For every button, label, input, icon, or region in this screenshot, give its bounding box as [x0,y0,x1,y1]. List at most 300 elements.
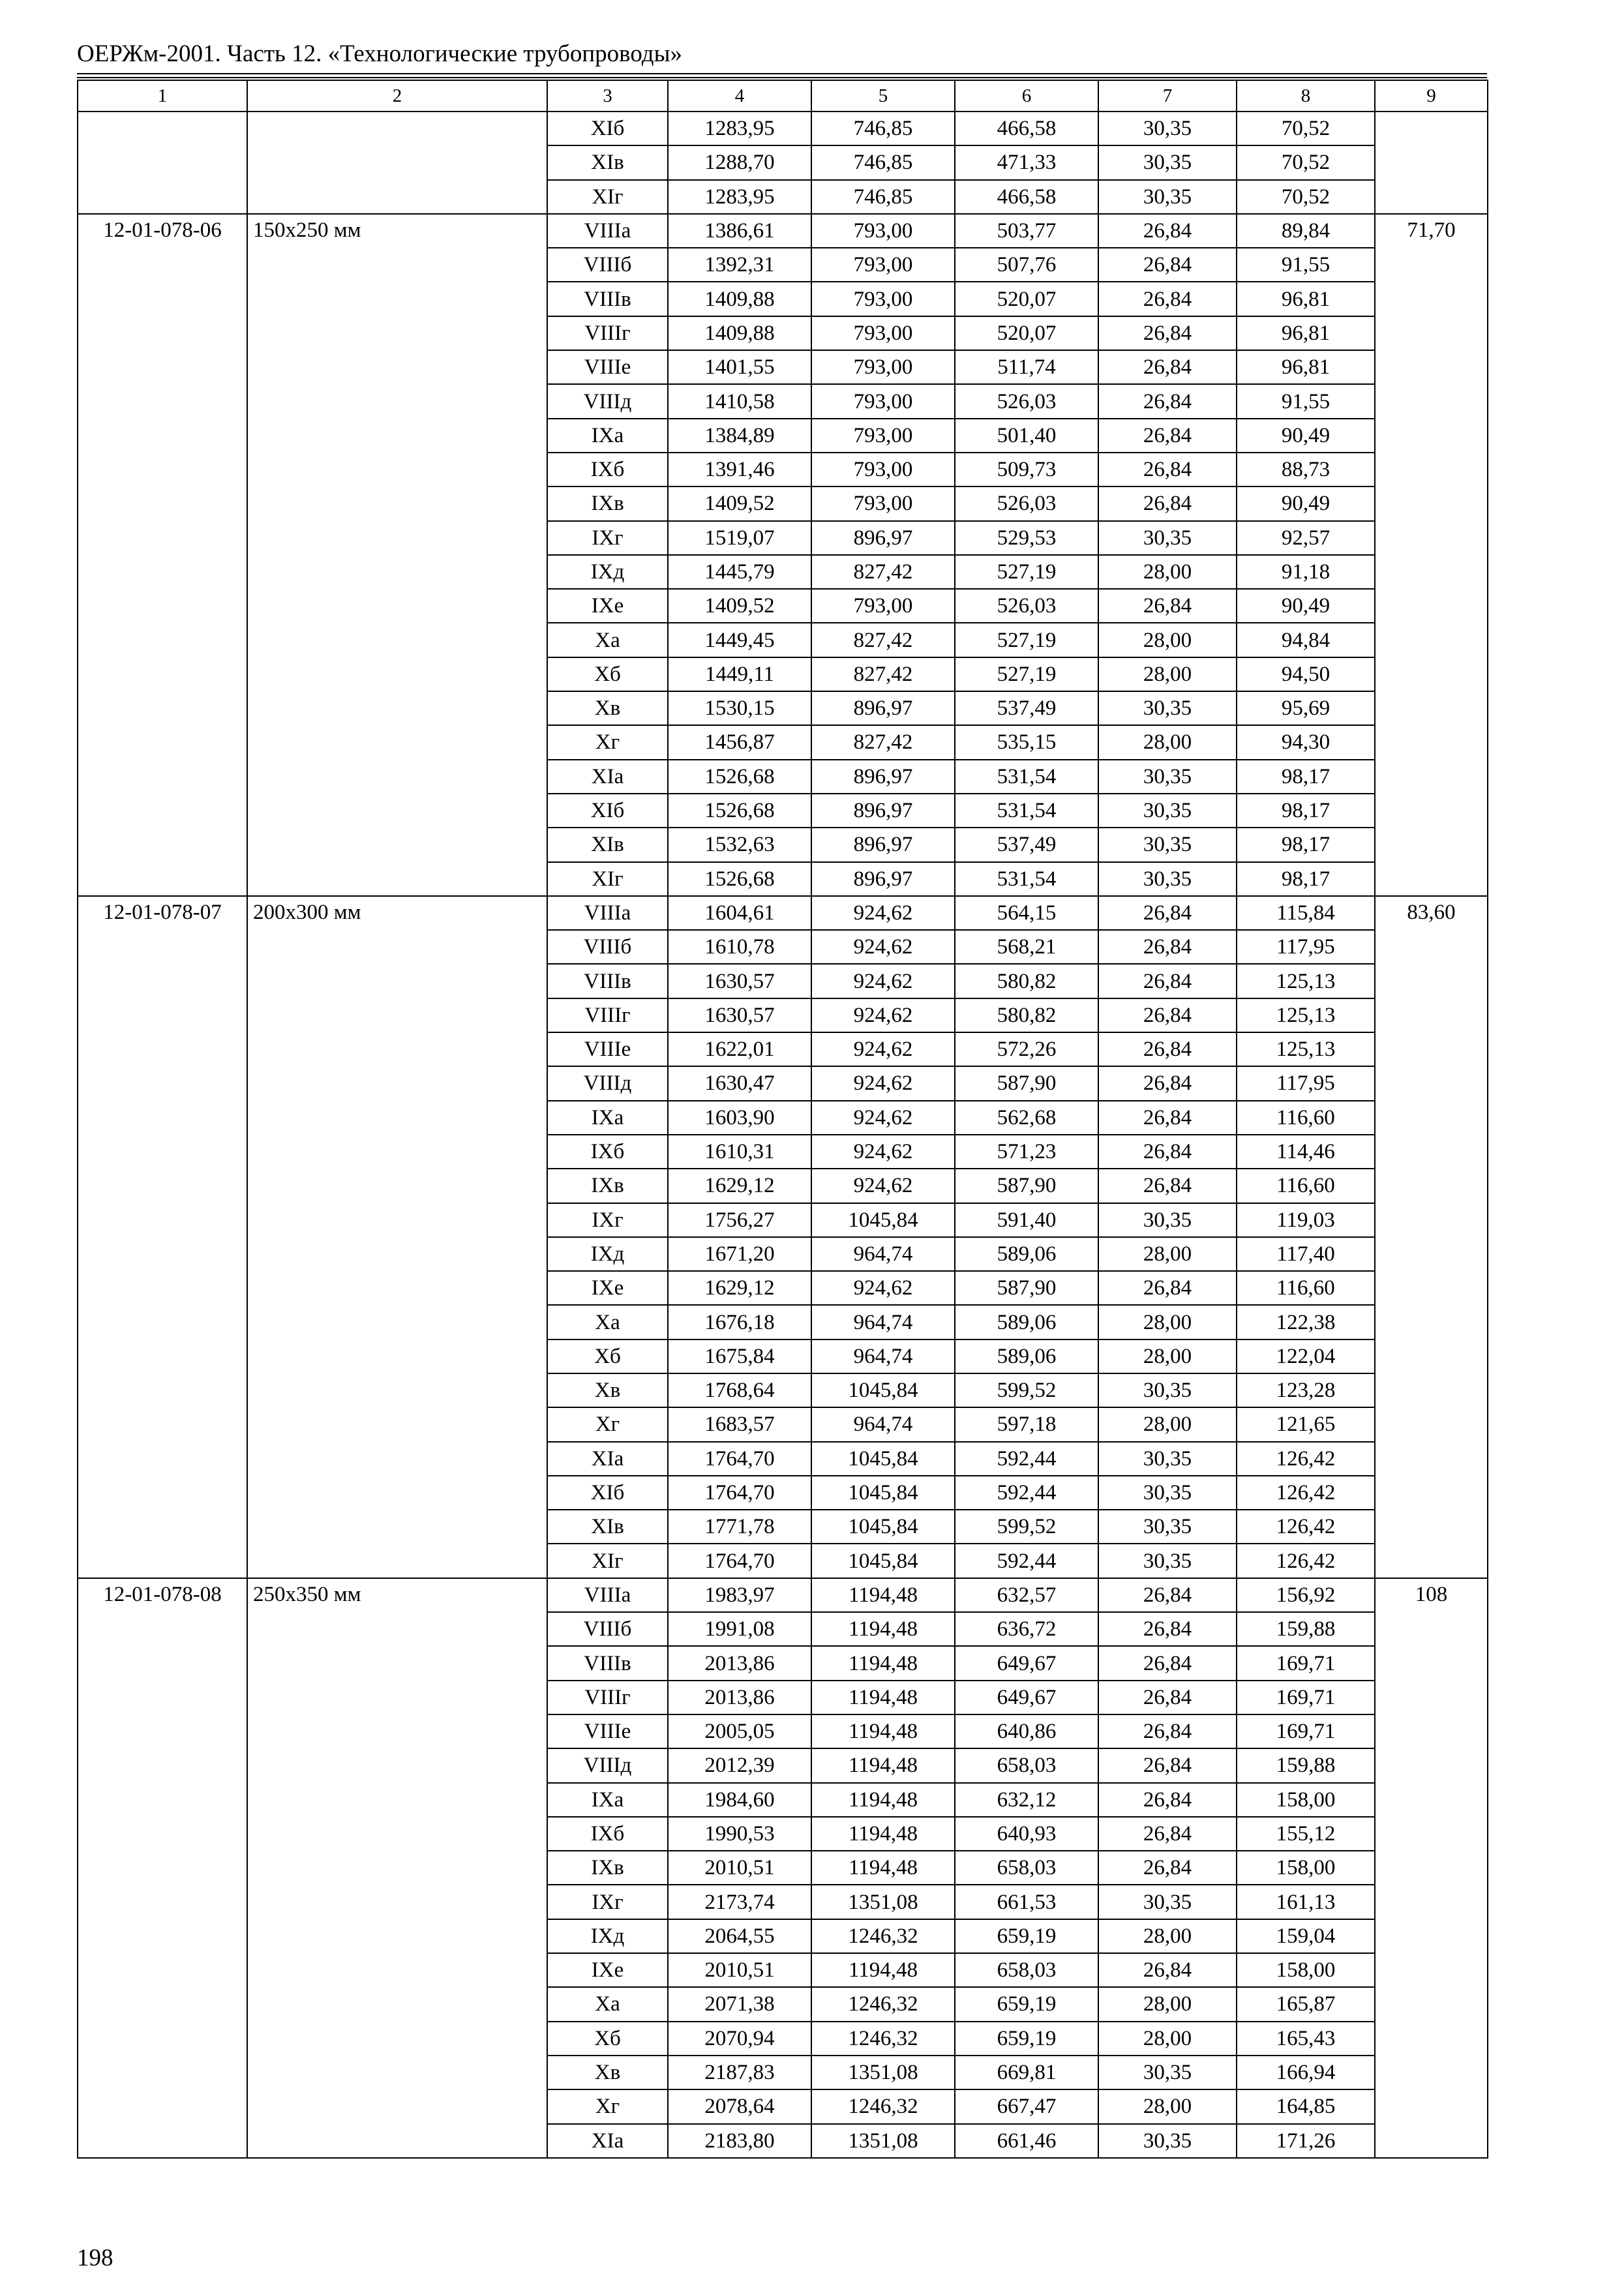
table-cell-col6: 669,81 [955,2056,1098,2089]
table-cell-col7: 26,84 [1098,1714,1237,1748]
table-cell-col7: 30,35 [1098,1203,1237,1237]
table-cell-col4: 2010,51 [668,1953,811,1987]
table-cell-col8: 126,42 [1237,1544,1375,1578]
table-cell-col6: 597,18 [955,1407,1098,1441]
table-cell-col4: 2078,64 [668,2089,811,2123]
table-cell-col7: 26,84 [1098,1578,1237,1612]
table-cell-col6: 580,82 [955,998,1098,1032]
table-cell-col4: 1530,15 [668,691,811,725]
table-cell-col8: 91,55 [1237,384,1375,418]
table-cell-col8: 95,69 [1237,691,1375,725]
table-cell-col6: 471,33 [955,145,1098,179]
table-cell-col5: 793,00 [811,589,955,623]
table-cell-col3: VIIIе [547,350,668,384]
table-cell-col4: 2064,55 [668,1919,811,1953]
table-cell-col5: 896,97 [811,828,955,861]
table-cell-col7: 26,84 [1098,964,1237,998]
table-header [78,80,1488,112]
table-cell-col4: 1392,31 [668,248,811,282]
table-cell-col8: 158,00 [1237,1783,1375,1817]
table-cell-col7: 28,00 [1098,555,1237,589]
table-cell-col6: 589,06 [955,1305,1098,1339]
table-cell-col8: 115,84 [1237,896,1375,930]
table-cell-col4: 1409,52 [668,486,811,520]
table-cell-col3: IXе [547,1953,668,1987]
table-cell-col3: XIа [547,2124,668,2158]
table-cell-col4: 1676,18 [668,1305,811,1339]
column-header-3: 3 [547,80,668,112]
table-cell-col6: 520,07 [955,316,1098,350]
table-cell-col3: IXд [547,1919,668,1953]
table-cell-col8: 171,26 [1237,2124,1375,2158]
table-cell-col5: 1045,84 [811,1442,955,1476]
table-cell-col6: 592,44 [955,1442,1098,1476]
table-cell-col5: 896,97 [811,794,955,828]
table-cell-col4: 2012,39 [668,1748,811,1782]
table-cell-col6: 531,54 [955,760,1098,794]
table-cell-col5: 964,74 [811,1339,955,1373]
table-cell-col6: 571,23 [955,1135,1098,1169]
table-cell-col4: 1990,53 [668,1817,811,1851]
table-cell-col8: 98,17 [1237,760,1375,794]
table-cell-col3: VIIIб [547,248,668,282]
table-cell-col5: 1246,32 [811,2022,955,2056]
table-cell-col8: 155,12 [1237,1817,1375,1851]
table-cell-col7: 26,84 [1098,998,1237,1032]
table-cell-col6: 658,03 [955,1953,1098,1987]
table-cell-col3: VIIIе [547,1714,668,1748]
table-cell-col7: 28,00 [1098,2022,1237,2056]
table-cell-col7: 26,84 [1098,316,1237,350]
table-cell-col4: 2173,74 [668,1885,811,1919]
table-cell-col3: XIг [547,180,668,214]
table-cell-col5: 924,62 [811,998,955,1032]
table-cell-col4: 1610,78 [668,930,811,964]
table-cell-col4: 1675,84 [668,1339,811,1373]
table-cell-col6: 587,90 [955,1066,1098,1100]
table-cell-col5: 827,42 [811,725,955,759]
table-cell-col5: 1351,08 [811,2124,955,2158]
table-cell-col3: VIIIб [547,1612,668,1646]
table-cell-col4: 1671,20 [668,1237,811,1271]
table-cell-col7: 28,00 [1098,623,1237,657]
table-cell-col6: 527,19 [955,657,1098,691]
table-cell-col4: 1449,11 [668,657,811,691]
table-cell-col6: 632,12 [955,1783,1098,1817]
table-cell-col3: IXе [547,589,668,623]
table-cell-col3: Xа [547,623,668,657]
table-cell-col3: IXв [547,1169,668,1203]
table-cell-col5: 1045,84 [811,1544,955,1578]
table-cell-col3: VIIIг [547,1681,668,1714]
table-cell-col7: 28,00 [1098,725,1237,759]
table-cell-col5: 896,97 [811,760,955,794]
table-cell-col5: 924,62 [811,896,955,930]
table-cell-col8: 126,42 [1237,1510,1375,1544]
table-cell-col5: 1194,48 [811,1612,955,1646]
table-cell-col4: 2010,51 [668,1851,811,1885]
table-cell-col9: 108 [1375,1578,1488,2158]
rate-name [247,112,547,214]
table-cell-col7: 26,84 [1098,1817,1237,1851]
table-cell-col8: 96,81 [1237,350,1375,384]
table-cell-col7: 26,84 [1098,1953,1237,1987]
table-cell-col5: 1351,08 [811,2056,955,2089]
table-cell-col6: 589,06 [955,1237,1098,1271]
column-header-2: 2 [247,80,547,112]
table-cell-col7: 26,84 [1098,384,1237,418]
table-cell-col3: Xа [547,1987,668,2021]
table-cell-col4: 1409,88 [668,316,811,350]
table-cell-col8: 94,30 [1237,725,1375,759]
table-cell-col5: 924,62 [811,930,955,964]
table-cell-col3: Xг [547,1407,668,1441]
table-cell-col8: 98,17 [1237,862,1375,896]
table-cell-col4: 2013,86 [668,1681,811,1714]
table-cell-col7: 30,35 [1098,521,1237,555]
table-cell-col5: 793,00 [811,419,955,453]
table-cell-col3: VIIIа [547,1578,668,1612]
table-cell-col8: 98,17 [1237,794,1375,828]
table-cell-col3: IXб [547,1135,668,1169]
table-cell-col6: 661,46 [955,2124,1098,2158]
table-cell-col6: 592,44 [955,1544,1098,1578]
table-cell-col4: 1683,57 [668,1407,811,1441]
table-cell-col5: 964,74 [811,1305,955,1339]
table-cell-col8: 91,55 [1237,248,1375,282]
table-cell-col6: 535,15 [955,725,1098,759]
table-cell-col7: 30,35 [1098,180,1237,214]
table-cell-col3: VIIIв [547,1646,668,1680]
column-header-4: 4 [668,80,811,112]
table-cell-col7: 26,84 [1098,1681,1237,1714]
table-cell-col5: 793,00 [811,384,955,418]
table-cell-col7: 28,00 [1098,657,1237,691]
table-cell-col5: 1194,48 [811,1681,955,1714]
table-cell-col5: 1045,84 [811,1510,955,1544]
table-cell-col5: 1246,32 [811,2089,955,2123]
table-cell-col8: 117,95 [1237,930,1375,964]
table-cell-col4: 1526,68 [668,862,811,896]
table-cell-col4: 1630,57 [668,964,811,998]
table-cell-col6: 640,93 [955,1817,1098,1851]
table-cell-col7: 26,84 [1098,282,1237,316]
table-cell-col5: 793,00 [811,486,955,520]
table-cell-col4: 2005,05 [668,1714,811,1748]
page-number: 198 [77,2245,113,2271]
table-cell-col7: 30,35 [1098,862,1237,896]
table-cell-col8: 90,49 [1237,419,1375,453]
table-cell-col3: Xа [547,1305,668,1339]
table-cell-col3: Xг [547,725,668,759]
table-cell-col6: 572,26 [955,1032,1098,1066]
table-cell-col6: 531,54 [955,794,1098,828]
table-cell-col5: 896,97 [811,691,955,725]
table-cell-col3: IXв [547,486,668,520]
table-cell-col3: XIг [547,1544,668,1578]
table-cell-col7: 30,35 [1098,1544,1237,1578]
column-header-7: 7 [1098,80,1237,112]
table-cell-col7: 26,84 [1098,1612,1237,1646]
table-cell-col4: 1391,46 [668,453,811,486]
table-cell-col3: VIIIв [547,964,668,998]
table-cell-col5: 924,62 [811,1066,955,1100]
table-cell-col8: 90,49 [1237,486,1375,520]
table-cell-col6: 640,86 [955,1714,1098,1748]
table-cell-col4: 1604,61 [668,896,811,930]
table-cell-col4: 1768,64 [668,1373,811,1407]
table-cell-col8: 161,13 [1237,1885,1375,1919]
table-cell-col6: 658,03 [955,1748,1098,1782]
table-cell-col8: 88,73 [1237,453,1375,486]
table-cell-col7: 28,00 [1098,1339,1237,1373]
table-cell-col6: 526,03 [955,486,1098,520]
table-cell-col4: 1983,97 [668,1578,811,1612]
table-row [78,896,1488,930]
table-cell-col8: 125,13 [1237,964,1375,998]
table-cell-col5: 896,97 [811,862,955,896]
table-cell-col4: 1764,70 [668,1442,811,1476]
table-cell-col3: IXг [547,1203,668,1237]
table-cell-col6: 509,73 [955,453,1098,486]
table-cell-col8: 169,71 [1237,1681,1375,1714]
table-cell-col4: 1384,89 [668,419,811,453]
table-cell-col6: 531,54 [955,862,1098,896]
table-cell-col6: 592,44 [955,1476,1098,1510]
table-cell-col8: 70,52 [1237,180,1375,214]
table-cell-col5: 924,62 [811,1135,955,1169]
table-cell-col3: IXд [547,1237,668,1271]
table-cell-col7: 28,00 [1098,1987,1237,2021]
table-cell-col4: 1456,87 [668,725,811,759]
table-cell-col3: XIг [547,862,668,896]
table-cell-col6: 568,21 [955,930,1098,964]
table-cell-col8: 94,84 [1237,623,1375,657]
column-header-5: 5 [811,80,955,112]
table-cell-col8: 117,40 [1237,1237,1375,1271]
column-header-6: 6 [955,80,1098,112]
table-cell-col5: 793,00 [811,248,955,282]
table-cell-col5: 1194,48 [811,1646,955,1680]
table-cell-col6: 562,68 [955,1101,1098,1135]
table-cell-col5: 793,00 [811,214,955,248]
table-cell-col5: 793,00 [811,453,955,486]
table-cell-col6: 529,53 [955,521,1098,555]
table-cell-col5: 827,42 [811,657,955,691]
table-cell-col7: 26,84 [1098,1066,1237,1100]
table-cell-col6: 511,74 [955,350,1098,384]
table-cell-col7: 26,84 [1098,486,1237,520]
table-cell-col4: 2183,80 [668,2124,811,2158]
table-cell-col5: 746,85 [811,180,955,214]
table-cell-col6: 667,47 [955,2089,1098,2123]
table-cell-col7: 28,00 [1098,1919,1237,1953]
table-cell-col5: 964,74 [811,1237,955,1271]
table-cell-col5: 1246,32 [811,1987,955,2021]
table-cell-col8: 96,81 [1237,316,1375,350]
table-cell-col3: IXа [547,1101,668,1135]
table-cell-col5: 924,62 [811,1271,955,1305]
table-cell-col5: 924,62 [811,1169,955,1203]
table-cell-col3: IXа [547,419,668,453]
table-cell-col3: Xв [547,2056,668,2089]
table-cell-col9: 83,60 [1375,896,1488,1578]
table-cell-col7: 26,84 [1098,1748,1237,1782]
table-cell-col3: IXв [547,1851,668,1885]
table-cell-col6: 526,03 [955,384,1098,418]
table-cell-col3: VIIIв [547,282,668,316]
table-cell-col5: 924,62 [811,1032,955,1066]
table-cell-col4: 1526,68 [668,794,811,828]
table-cell-col4: 1764,70 [668,1544,811,1578]
table-cell-col8: 125,13 [1237,1032,1375,1066]
table-cell-col5: 793,00 [811,316,955,350]
table-cell-col8: 119,03 [1237,1203,1375,1237]
table-cell-col6: 587,90 [955,1169,1098,1203]
table-cell-col7: 30,35 [1098,691,1237,725]
table-cell-col7: 26,84 [1098,1032,1237,1066]
table-cell-col4: 1409,52 [668,589,811,623]
rate-name: 200х300 мм [247,896,547,1578]
table-cell-col3: VIIIд [547,384,668,418]
table-cell-col8: 91,18 [1237,555,1375,589]
table-cell-col7: 26,84 [1098,1169,1237,1203]
table-cell-col5: 964,74 [811,1407,955,1441]
table-cell-col8: 164,85 [1237,2089,1375,2123]
table-cell-col3: IXб [547,453,668,486]
table-cell-col4: 1410,58 [668,384,811,418]
table-cell-col3: VIIIг [547,316,668,350]
table-cell-col3: IXд [547,555,668,589]
table-cell-col4: 1526,68 [668,760,811,794]
table-cell-col3: VIIIб [547,930,668,964]
table-cell-col7: 26,84 [1098,1101,1237,1135]
table-cell-col8: 159,04 [1237,1919,1375,1953]
table-cell-col4: 1984,60 [668,1783,811,1817]
table-cell-col5: 1194,48 [811,1578,955,1612]
table-cell-col6: 587,90 [955,1271,1098,1305]
table-cell-col7: 26,84 [1098,1271,1237,1305]
table-cell-col5: 793,00 [811,282,955,316]
table-cell-col6: 537,49 [955,828,1098,861]
table-cell-col6: 661,53 [955,1885,1098,1919]
table-cell-col5: 1194,48 [811,1851,955,1885]
table-row [78,1578,1488,1612]
table-cell-col4: 1630,47 [668,1066,811,1100]
table-cell-col8: 166,94 [1237,2056,1375,2089]
table-cell-col5: 827,42 [811,555,955,589]
table-cell-col7: 30,35 [1098,2124,1237,2158]
table-cell-col5: 1194,48 [811,1748,955,1782]
table-cell-col8: 70,52 [1237,145,1375,179]
table-cell-col9 [1375,112,1488,214]
table-cell-col4: 1603,90 [668,1101,811,1135]
table-cell-col8: 89,84 [1237,214,1375,248]
table-cell-col5: 924,62 [811,964,955,998]
table-cell-col3: IXб [547,1817,668,1851]
table-cell-col6: 527,19 [955,555,1098,589]
table-cell-col3: IXг [547,1885,668,1919]
table-cell-col8: 90,49 [1237,589,1375,623]
table-cell-col7: 30,35 [1098,1510,1237,1544]
rate-code [78,112,247,214]
table-cell-col5: 1045,84 [811,1373,955,1407]
table-cell-col6: 659,19 [955,1987,1098,2021]
table-cell-col5: 1351,08 [811,1885,955,1919]
table-cell-col4: 1288,70 [668,145,811,179]
table-cell-col4: 1756,27 [668,1203,811,1237]
rate-name: 250х350 мм [247,1578,547,2158]
table-cell-col6: 503,77 [955,214,1098,248]
table-cell-col6: 649,67 [955,1681,1098,1714]
table-cell-col7: 28,00 [1098,1407,1237,1441]
table-cell-col7: 30,35 [1098,794,1237,828]
table-cell-col7: 26,84 [1098,930,1237,964]
table-row [78,112,1488,145]
table-cell-col7: 26,84 [1098,419,1237,453]
table-cell-col8: 125,13 [1237,998,1375,1032]
table-cell-col8: 96,81 [1237,282,1375,316]
table-cell-col5: 1045,84 [811,1203,955,1237]
table-cell-col5: 1194,48 [811,1953,955,1987]
column-header-9: 9 [1375,80,1488,112]
table-cell-col7: 30,35 [1098,1373,1237,1407]
table-cell-col3: Xг [547,2089,668,2123]
table-cell-col7: 26,84 [1098,589,1237,623]
table-cell-col3: VIIIа [547,214,668,248]
table-cell-col6: 526,03 [955,589,1098,623]
table-cell-col3: VIIIе [547,1032,668,1066]
table-cell-col5: 1194,48 [811,1714,955,1748]
table-cell-col5: 746,85 [811,145,955,179]
table-cell-col7: 26,84 [1098,248,1237,282]
table-cell-col6: 632,57 [955,1578,1098,1612]
table-cell-col4: 1622,01 [668,1032,811,1066]
table-cell-col6: 507,76 [955,248,1098,282]
table-cell-col8: 126,42 [1237,1476,1375,1510]
table-cell-col7: 28,00 [1098,1305,1237,1339]
table-cell-col3: XIа [547,760,668,794]
table-cell-col5: 924,62 [811,1101,955,1135]
table-body [78,112,1488,2158]
table-cell-col7: 26,84 [1098,896,1237,930]
table-cell-col8: 116,60 [1237,1101,1375,1135]
table-cell-col4: 1532,63 [668,828,811,861]
table-cell-col4: 1401,55 [668,350,811,384]
table-cell-col7: 26,84 [1098,1783,1237,1817]
table-cell-col6: 501,40 [955,419,1098,453]
table-cell-col3: Xв [547,691,668,725]
table-cell-col9: 71,70 [1375,214,1488,896]
table-cell-col3: XIв [547,1510,668,1544]
table-cell-col8: 169,71 [1237,1714,1375,1748]
table-cell-col7: 30,35 [1098,1442,1237,1476]
table-cell-col3: IXа [547,1783,668,1817]
column-header-8: 8 [1237,80,1375,112]
table-cell-col4: 2187,83 [668,2056,811,2089]
table-cell-col8: 169,71 [1237,1646,1375,1680]
table-cell-col8: 94,50 [1237,657,1375,691]
table-cell-col6: 649,67 [955,1646,1098,1680]
table-cell-col6: 466,58 [955,180,1098,214]
table-cell-col8: 122,04 [1237,1339,1375,1373]
table-cell-col4: 1991,08 [668,1612,811,1646]
table-row [78,214,1488,248]
table-cell-col7: 26,84 [1098,453,1237,486]
table-cell-col4: 1386,61 [668,214,811,248]
table-cell-col3: XIб [547,1476,668,1510]
rate-code: 12-01-078-07 [78,896,247,1578]
